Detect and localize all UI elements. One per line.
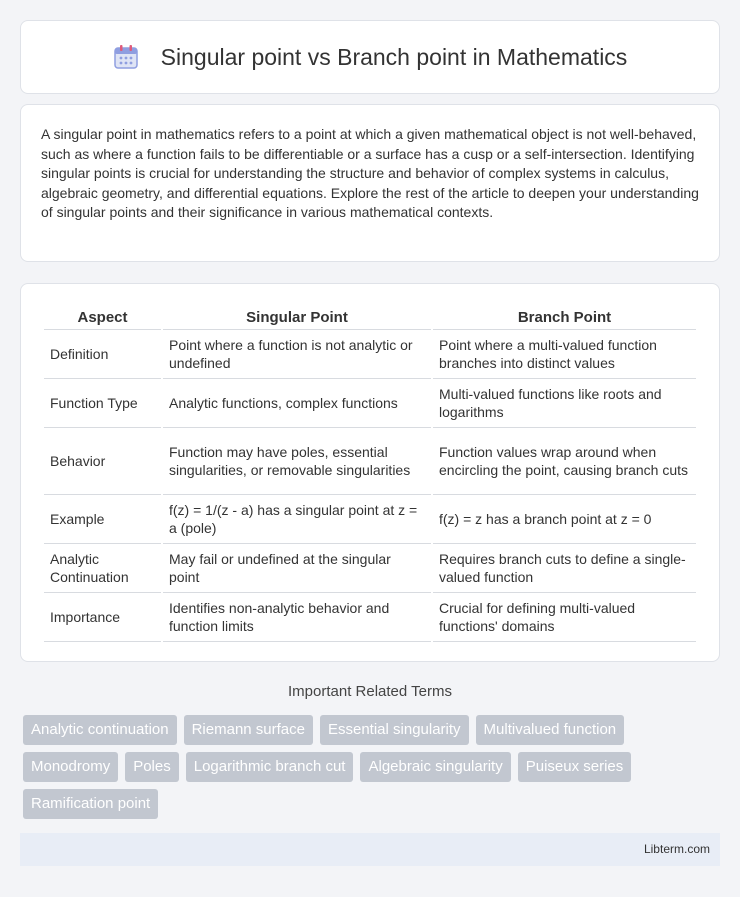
comparison-table-card [20, 283, 720, 662]
intro-card [20, 104, 720, 262]
related-terms-title: Important Related Terms [288, 683, 452, 700]
table-cell: Analytic Continuation [44, 544, 161, 593]
tag-logarithmic-branch-cut[interactable]: Logarithmic branch cut [186, 752, 354, 782]
table-cell: Analytic functions, complex functions [163, 379, 431, 428]
footer [20, 833, 720, 866]
tag-monodromy[interactable]: Monodromy [23, 752, 118, 782]
tag-poles[interactable]: Poles [125, 752, 179, 782]
page-title: Singular point vs Branch point in Mathematics [160, 43, 628, 70]
table-cell: Definition [44, 330, 161, 379]
calendar-icon [113, 44, 139, 70]
table-row [44, 593, 696, 642]
tag-riemann-surface[interactable]: Riemann surface [184, 715, 313, 745]
footer-site-link[interactable]: Libterm.com [643, 842, 710, 856]
table-row [44, 428, 696, 495]
table-row [44, 379, 696, 428]
intro-text: A singular point in mathematics refers to a point at which a given mathematical object is not well-behaved, such as where a function fails to be differentiable or a surface has a cusp or a self-intersection. Identifying singular points is crucial for understanding the structure and behavior of complex systems in calculus, algebraic geometry, and differential equations. Explore the rest of the article to deepen your understanding of singular points and their significance in various mathematical contexts. [41, 126, 699, 221]
tag-analytic-continuation[interactable]: Analytic continuation [23, 715, 177, 745]
table-cell: May fail or undefined at the singular point [163, 544, 431, 593]
table-header-aspect: Aspect [44, 304, 161, 330]
table-cell: Function Type [44, 379, 161, 428]
tag-algebraic-singularity[interactable]: Algebraic singularity [360, 752, 510, 782]
table-header-singular-point: Singular Point [163, 304, 431, 330]
table-cell: Crucial for defining multi-valued functions' domains [433, 593, 696, 642]
table-cell: Example [44, 495, 161, 544]
tag-multivalued-function[interactable]: Multivalued function [476, 715, 625, 745]
tag-puiseux-series[interactable]: Puiseux series [518, 752, 632, 782]
comparison-table [42, 304, 698, 642]
table-cell: Point where a function is not analytic or undefined [163, 330, 431, 379]
table-cell: f(z) = z has a branch point at z = 0 [433, 495, 696, 544]
table-row [44, 330, 696, 379]
table-cell: Function values wrap around when encircling the point, causing branch cuts [433, 428, 696, 495]
table-row [44, 495, 696, 544]
table-cell: Requires branch cuts to define a single-valued function [433, 544, 696, 593]
table-row [44, 544, 696, 593]
tag-ramification-point[interactable]: Ramification point [23, 789, 158, 819]
table-cell: Multi-valued functions like roots and logarithms [433, 379, 696, 428]
table-cell: Identifies non-analytic behavior and function limits [163, 593, 431, 642]
table-cell: Behavior [44, 428, 161, 495]
table-cell: f(z) = 1/(z - a) has a singular point at z = a (pole) [163, 495, 431, 544]
table-cell: Function may have poles, essential singularities, or removable singularities [163, 428, 431, 495]
header-card [20, 20, 720, 94]
table-header-branch-point: Branch Point [433, 304, 696, 330]
related-terms-tags [20, 715, 720, 819]
table-cell: Importance [44, 593, 161, 642]
table-cell: Point where a multi-valued function branches into distinct values [433, 330, 696, 379]
tag-essential-singularity[interactable]: Essential singularity [320, 715, 469, 745]
related-terms-section [20, 682, 720, 819]
table-header-row [44, 304, 696, 330]
